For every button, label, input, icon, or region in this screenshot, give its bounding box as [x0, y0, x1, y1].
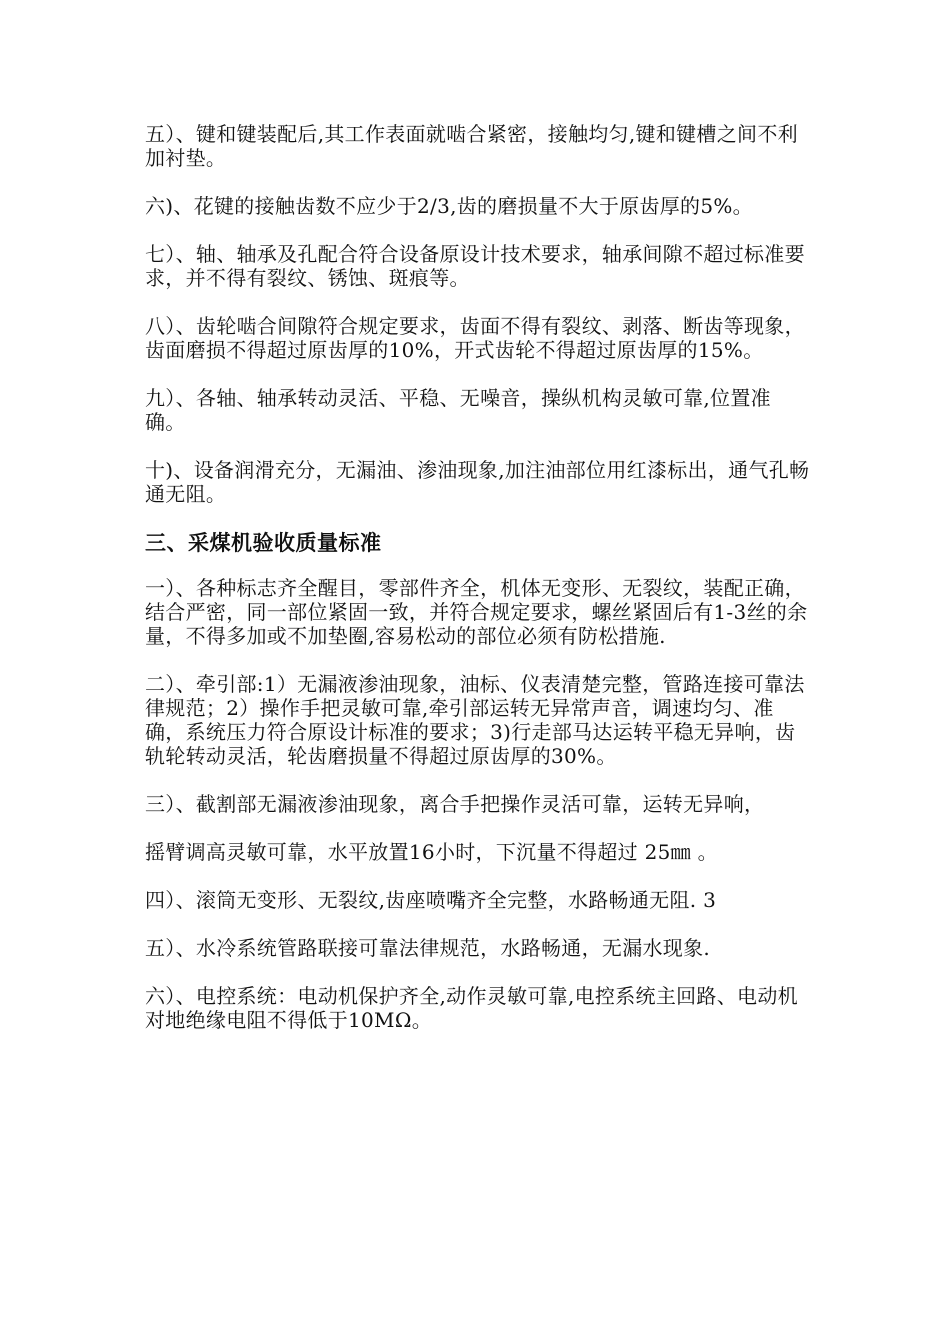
paragraph-item-8: 八）、齿轮啮合间隙符合规定要求，齿面不得有裂纹、剥落、断齿等现象，齿面磨损不得超过原齿厚的10%，开式齿轮不得超过原齿厚的15%。	[145, 314, 805, 362]
shearer-item-6: 六）、电控系统：电动机保护齐全,动作灵敏可靠,电控系统主回路、电动机对地绝缘电阻不得低于10MΩ。	[145, 984, 798, 1032]
shearer-item-1: 一）、各种标志齐全醒目，零部件齐全，机体无变形、无裂纹，装配正确，结合严密，同一部位紧固一致，并符合规定要求，螺丝紧固后有1-3丝的余量，不得多加或不加垫圈,容易松动的部位必须有防松措施.	[145, 576, 808, 648]
document-body	[145, 122, 810, 1056]
shearer-item-3-continued: 摇臂调高灵敏可靠，水平放置16小时，下沉量不得超过 25㎜ 。	[145, 840, 718, 864]
paragraph-item-6: 六)、花键的接触齿数不应少于2/3,齿的磨损量不大于原齿厚的5%。	[145, 194, 753, 218]
shearer-item-4: 四）、滚筒无变形、无裂纹,齿座喷嘴齐全完整，水路畅通无阻. 3	[145, 888, 717, 912]
section-heading: 三、采煤机验收质量标准	[145, 531, 382, 555]
paragraph-item-10: 十)、设备润滑充分，无漏油、渗油现象,加注油部位用红漆标出，通气孔畅通无阻。	[145, 458, 810, 506]
paragraph-item-7: 七）、轴、轴承及孔配合符合设备原设计技术要求，轴承间隙不超过标准要求，并不得有裂纹、锈蚀、斑痕等。	[145, 242, 805, 290]
shearer-item-2: 二）、牵引部:1）无漏液渗油现象，油标、仪表清楚完整，管路连接可靠法律规范；2）操作手把灵敏可靠,牵引部运转无异常声音，调速均匀、准确，系统压力符合原设计标准的要求；3)行走部马达运转平稳无异响，齿轨轮转动灵活，轮齿磨损量不得超过原齿厚的30%。	[145, 672, 805, 768]
paragraph-item-9: 九）、各轴、轴承转动灵活、平稳、无噪音，操纵机构灵敏可靠,位置准确。	[145, 386, 771, 434]
paragraph-item-5: 五）、键和键装配后,其工作表面就啮合紧密，接触均匀,键和键槽之间不利加衬垫。	[145, 122, 798, 170]
shearer-item-5: 五）、水冷系统管路联接可靠法律规范，水路畅通，无漏水现象.	[145, 936, 711, 960]
shearer-item-3: 三）、截割部无漏液渗油现象，离合手把操作灵活可靠，运转无异响，	[145, 792, 765, 816]
